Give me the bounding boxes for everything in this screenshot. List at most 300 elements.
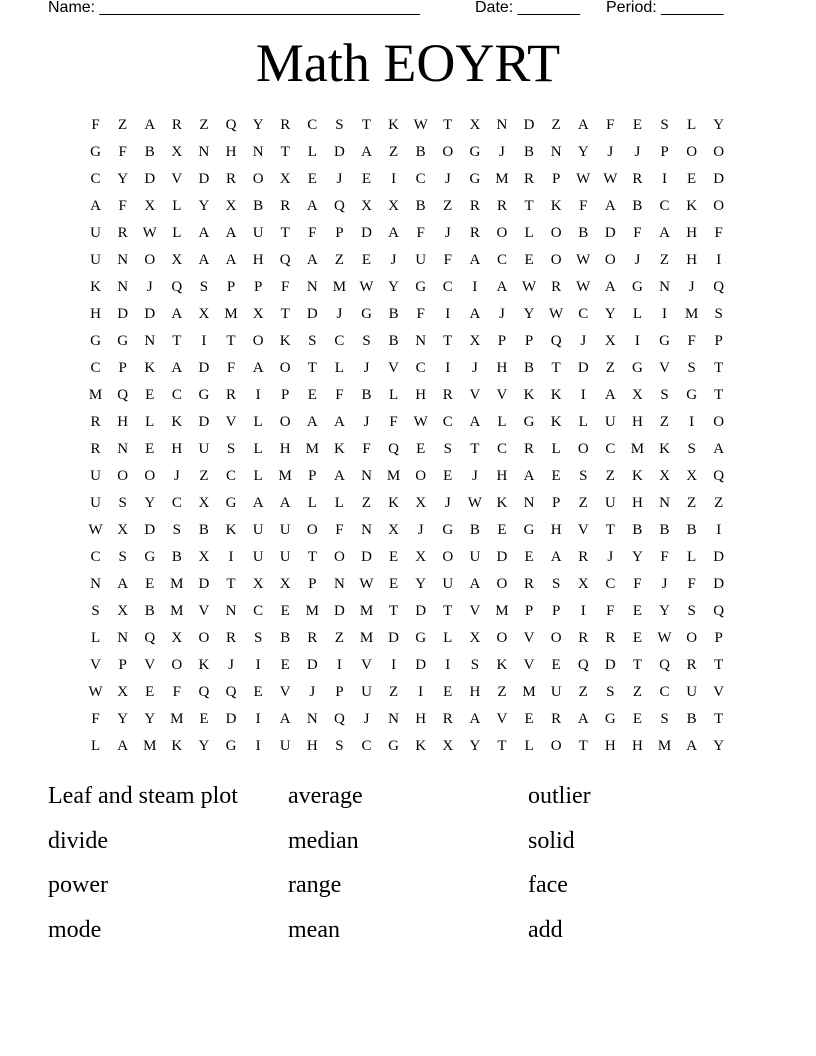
grid-letter[interactable]: C bbox=[415, 360, 426, 376]
grid-letter[interactable]: H bbox=[469, 684, 481, 700]
grid-letter[interactable]: F bbox=[687, 576, 696, 592]
grid-letter[interactable]: J bbox=[228, 657, 234, 673]
grid-letter[interactable]: K bbox=[632, 468, 643, 484]
grid-letter[interactable]: H bbox=[415, 387, 427, 403]
grid-letter[interactable]: K bbox=[225, 522, 237, 538]
grid-letter[interactable]: Y bbox=[198, 198, 210, 214]
grid-letter[interactable]: N bbox=[388, 711, 399, 727]
grid-letter[interactable]: L bbox=[172, 225, 182, 241]
grid-letter[interactable]: Z bbox=[659, 414, 670, 430]
grid-letter[interactable]: P bbox=[660, 144, 669, 160]
grid-letter[interactable]: E bbox=[632, 630, 642, 646]
grid-letter[interactable]: O bbox=[604, 252, 616, 268]
grid-letter[interactable]: K bbox=[686, 198, 698, 214]
grid-letter[interactable]: C bbox=[659, 684, 670, 700]
grid-letter[interactable]: J bbox=[146, 279, 153, 295]
grid-letter[interactable]: Y bbox=[144, 495, 156, 511]
grid-letter[interactable]: L bbox=[687, 549, 697, 565]
grid-letter[interactable]: O bbox=[686, 630, 698, 646]
grid-letter[interactable]: P bbox=[551, 495, 561, 511]
grid-letter[interactable]: J bbox=[444, 171, 451, 187]
grid-letter[interactable]: I bbox=[255, 387, 261, 403]
grid-letter[interactable]: D bbox=[415, 657, 427, 673]
grid-letter[interactable]: V bbox=[144, 657, 156, 673]
grid-letter[interactable]: X bbox=[144, 198, 156, 214]
grid-letter[interactable]: E bbox=[524, 711, 534, 727]
grid-letter[interactable]: R bbox=[469, 198, 480, 214]
grid-letter[interactable]: F bbox=[226, 360, 236, 376]
grid-letter[interactable]: I bbox=[391, 171, 397, 187]
grid-letter[interactable]: B bbox=[144, 144, 155, 160]
grid-letter[interactable]: I bbox=[580, 603, 586, 619]
grid-letter[interactable]: I bbox=[228, 549, 234, 565]
grid-letter[interactable]: X bbox=[252, 306, 264, 322]
grid-letter[interactable]: A bbox=[604, 387, 616, 403]
grid-letter[interactable]: A bbox=[469, 252, 481, 268]
grid-letter[interactable]: W bbox=[359, 279, 374, 295]
grid-letter[interactable]: R bbox=[469, 225, 480, 241]
grid-letter[interactable]: U bbox=[90, 225, 101, 241]
grid-letter[interactable]: T bbox=[280, 144, 290, 160]
grid-letter[interactable]: A bbox=[144, 117, 156, 133]
grid-letter[interactable]: A bbox=[577, 117, 589, 133]
grid-letter[interactable]: R bbox=[280, 198, 291, 214]
grid-letter[interactable]: U bbox=[604, 414, 616, 430]
grid-letter[interactable]: F bbox=[416, 306, 425, 322]
name-field[interactable] bbox=[48, 0, 420, 20]
grid-letter[interactable]: U bbox=[90, 468, 101, 484]
grid-letter[interactable]: E bbox=[443, 684, 453, 700]
grid-letter[interactable]: M bbox=[630, 441, 645, 457]
grid-letter[interactable]: C bbox=[90, 171, 101, 187]
grid-letter[interactable]: J bbox=[688, 279, 695, 295]
grid-letter[interactable]: K bbox=[171, 738, 183, 754]
grid-letter[interactable]: T bbox=[280, 306, 290, 322]
grid-letter[interactable]: D bbox=[523, 117, 535, 133]
grid-letter[interactable]: K bbox=[388, 117, 399, 133]
grid-letter[interactable]: Q bbox=[659, 657, 670, 673]
grid-letter[interactable]: D bbox=[198, 414, 210, 430]
grid-letter[interactable]: T bbox=[470, 441, 480, 457]
grid-letter[interactable]: A bbox=[252, 360, 264, 376]
grid-letter[interactable]: N bbox=[117, 630, 129, 646]
grid-letter[interactable]: M bbox=[305, 441, 319, 457]
grid-letter[interactable]: C bbox=[90, 549, 101, 565]
grid-letter[interactable]: P bbox=[524, 333, 534, 349]
grid-letter[interactable]: A bbox=[469, 306, 481, 322]
grid-letter[interactable]: Z bbox=[334, 252, 344, 268]
grid-letter[interactable]: Z bbox=[388, 144, 399, 160]
grid-letter[interactable]: F bbox=[335, 387, 344, 403]
name-blank-line[interactable]: ____________________________________ bbox=[99, 0, 420, 16]
grid-letter[interactable]: O bbox=[550, 630, 562, 646]
grid-letter[interactable]: Y bbox=[577, 144, 589, 160]
grid-letter[interactable]: G bbox=[442, 522, 454, 538]
grid-letter[interactable]: L bbox=[524, 225, 534, 241]
grid-letter[interactable]: F bbox=[281, 279, 290, 295]
grid-letter[interactable]: G bbox=[632, 279, 643, 295]
grid-letter[interactable]: X bbox=[632, 387, 643, 403]
grid-letter[interactable]: V bbox=[496, 711, 508, 727]
grid-letter[interactable]: O bbox=[550, 738, 562, 754]
grid-letter[interactable]: D bbox=[388, 630, 399, 646]
grid-letter[interactable]: W bbox=[142, 225, 157, 241]
grid-letter[interactable]: A bbox=[198, 225, 210, 241]
grid-letter[interactable]: L bbox=[307, 144, 317, 160]
grid-letter[interactable]: K bbox=[90, 279, 101, 295]
grid-letter[interactable]: I bbox=[580, 387, 586, 403]
grid-letter[interactable]: Z bbox=[199, 468, 209, 484]
grid-letter[interactable]: P bbox=[308, 576, 317, 592]
grid-letter[interactable]: O bbox=[144, 468, 156, 484]
grid-letter[interactable]: S bbox=[172, 522, 181, 538]
grid-letter[interactable]: K bbox=[388, 495, 399, 511]
grid-letter[interactable]: H bbox=[496, 468, 508, 484]
grid-letter[interactable]: Y bbox=[713, 117, 725, 133]
grid-letter[interactable]: N bbox=[659, 279, 670, 295]
grid-letter[interactable]: I bbox=[255, 711, 261, 727]
grid-letter[interactable]: E bbox=[307, 387, 317, 403]
grid-letter[interactable]: A bbox=[198, 252, 210, 268]
date-field[interactable] bbox=[475, 0, 580, 20]
grid-letter[interactable]: P bbox=[497, 333, 507, 349]
grid-letter[interactable]: W bbox=[576, 171, 591, 187]
grid-letter[interactable]: S bbox=[308, 333, 317, 349]
grid-letter[interactable]: O bbox=[713, 198, 725, 214]
grid-letter[interactable]: D bbox=[117, 306, 129, 322]
grid-letter[interactable]: U bbox=[198, 441, 210, 457]
grid-letter[interactable]: G bbox=[469, 171, 481, 187]
grid-letter[interactable]: C bbox=[442, 414, 453, 430]
grid-letter[interactable]: A bbox=[577, 711, 589, 727]
grid-letter[interactable]: W bbox=[467, 495, 482, 511]
grid-letter[interactable]: U bbox=[90, 495, 101, 511]
grid-letter[interactable]: C bbox=[307, 117, 318, 133]
grid-letter[interactable]: G bbox=[198, 387, 210, 403]
grid-letter[interactable]: A bbox=[279, 711, 291, 727]
grid-letter[interactable]: S bbox=[253, 630, 263, 646]
grid-letter[interactable]: X bbox=[252, 576, 264, 592]
grid-letter[interactable]: P bbox=[281, 387, 290, 403]
grid-letter[interactable]: I bbox=[391, 657, 397, 673]
grid-letter[interactable]: I bbox=[445, 657, 451, 673]
grid-letter[interactable]: O bbox=[117, 468, 129, 484]
grid-letter[interactable]: M bbox=[332, 279, 347, 295]
grid-letter[interactable]: O bbox=[496, 630, 508, 646]
grid-letter[interactable]: B bbox=[632, 198, 643, 214]
grid-letter[interactable]: A bbox=[659, 225, 670, 241]
grid-letter[interactable]: O bbox=[279, 360, 291, 376]
grid-letter[interactable]: E bbox=[145, 441, 155, 457]
grid-letter[interactable]: T bbox=[307, 360, 317, 376]
grid-letter[interactable]: D bbox=[713, 171, 725, 187]
grid-letter[interactable]: S bbox=[660, 117, 669, 133]
grid-letter[interactable]: A bbox=[225, 252, 237, 268]
grid-letter[interactable]: T bbox=[280, 225, 290, 241]
grid-letter[interactable]: B bbox=[388, 306, 399, 322]
grid-letter[interactable]: P bbox=[118, 360, 127, 376]
grid-letter[interactable]: A bbox=[333, 468, 345, 484]
grid-letter[interactable]: X bbox=[415, 495, 427, 511]
grid-letter[interactable]: P bbox=[551, 171, 561, 187]
word-search-grid[interactable] bbox=[82, 112, 733, 760]
grid-letter[interactable]: R bbox=[524, 171, 535, 187]
grid-letter[interactable]: E bbox=[388, 549, 399, 565]
grid-letter[interactable]: V bbox=[388, 360, 399, 376]
grid-letter[interactable]: F bbox=[443, 252, 452, 268]
grid-letter[interactable]: Q bbox=[225, 117, 237, 133]
grid-letter[interactable]: S bbox=[714, 306, 723, 322]
grid-letter[interactable]: Y bbox=[252, 117, 264, 133]
grid-letter[interactable]: K bbox=[523, 387, 535, 403]
grid-letter[interactable]: K bbox=[550, 414, 562, 430]
grid-letter[interactable]: N bbox=[90, 576, 101, 592]
grid-letter[interactable]: X bbox=[577, 576, 589, 592]
grid-letter[interactable]: Y bbox=[117, 171, 129, 187]
grid-letter[interactable]: Y bbox=[117, 711, 129, 727]
grid-letter[interactable]: E bbox=[497, 522, 507, 538]
grid-letter[interactable]: V bbox=[496, 387, 508, 403]
grid-letter[interactable]: V bbox=[90, 657, 101, 673]
grid-letter[interactable]: U bbox=[252, 549, 264, 565]
grid-letter[interactable]: I bbox=[418, 684, 424, 700]
grid-letter[interactable]: C bbox=[334, 333, 345, 349]
grid-letter[interactable]: F bbox=[660, 549, 669, 565]
grid-letter[interactable]: F bbox=[118, 198, 127, 214]
grid-letter[interactable]: H bbox=[225, 144, 237, 160]
grid-letter[interactable]: A bbox=[361, 144, 372, 160]
grid-letter[interactable]: A bbox=[306, 414, 318, 430]
grid-letter[interactable]: Z bbox=[687, 495, 697, 511]
grid-letter[interactable]: U bbox=[550, 684, 562, 700]
grid-letter[interactable]: K bbox=[550, 387, 562, 403]
grid-letter[interactable]: W bbox=[88, 522, 103, 538]
grid-letter[interactable]: Z bbox=[578, 684, 588, 700]
grid-letter[interactable]: M bbox=[495, 171, 509, 187]
grid-letter[interactable]: C bbox=[578, 306, 589, 322]
grid-letter[interactable]: Q bbox=[713, 279, 725, 295]
grid-letter[interactable]: O bbox=[442, 549, 454, 565]
grid-letter[interactable]: E bbox=[253, 684, 263, 700]
grid-letter[interactable]: E bbox=[145, 684, 155, 700]
grid-letter[interactable]: B bbox=[171, 549, 182, 565]
grid-letter[interactable]: S bbox=[362, 333, 371, 349]
grid-letter[interactable]: Y bbox=[415, 576, 427, 592]
grid-letter[interactable]: F bbox=[172, 684, 181, 700]
grid-letter[interactable]: S bbox=[606, 684, 615, 700]
grid-letter[interactable]: D bbox=[144, 306, 156, 322]
grid-letter[interactable]: E bbox=[632, 711, 642, 727]
grid-letter[interactable]: Q bbox=[550, 333, 562, 349]
grid-letter[interactable]: N bbox=[225, 603, 237, 619]
grid-letter[interactable]: R bbox=[524, 576, 535, 592]
grid-letter[interactable]: C bbox=[659, 198, 670, 214]
grid-letter[interactable]: A bbox=[279, 495, 291, 511]
grid-letter[interactable]: J bbox=[499, 144, 505, 160]
grid-letter[interactable]: N bbox=[361, 522, 372, 538]
grid-letter[interactable]: K bbox=[144, 360, 156, 376]
grid-letter[interactable]: L bbox=[334, 360, 344, 376]
grid-letter[interactable]: R bbox=[226, 171, 237, 187]
grid-letter[interactable]: B bbox=[388, 333, 399, 349]
grid-letter[interactable]: Q bbox=[713, 603, 725, 619]
grid-letter[interactable]: P bbox=[714, 630, 723, 646]
grid-letter[interactable]: M bbox=[224, 306, 238, 322]
grid-letter[interactable]: Z bbox=[578, 495, 588, 511]
grid-letter[interactable]: M bbox=[170, 603, 184, 619]
period-field[interactable] bbox=[606, 0, 723, 20]
grid-letter[interactable]: O bbox=[252, 171, 264, 187]
grid-letter[interactable]: X bbox=[279, 171, 291, 187]
grid-letter[interactable]: J bbox=[173, 468, 180, 484]
grid-letter[interactable]: B bbox=[415, 198, 426, 214]
grid-letter[interactable]: T bbox=[632, 657, 642, 673]
grid-letter[interactable]: K bbox=[496, 657, 508, 673]
grid-letter[interactable]: D bbox=[333, 144, 345, 160]
grid-letter[interactable]: Q bbox=[279, 252, 291, 268]
grid-letter[interactable]: H bbox=[550, 522, 562, 538]
grid-letter[interactable]: A bbox=[171, 306, 183, 322]
grid-letter[interactable]: J bbox=[363, 360, 370, 376]
grid-letter[interactable]: N bbox=[496, 117, 508, 133]
grid-letter[interactable]: S bbox=[687, 360, 696, 376]
grid-letter[interactable]: B bbox=[280, 630, 291, 646]
grid-letter[interactable]: B bbox=[686, 711, 697, 727]
grid-letter[interactable]: O bbox=[442, 144, 454, 160]
grid-letter[interactable]: V bbox=[361, 657, 372, 673]
grid-letter[interactable]: S bbox=[91, 603, 100, 619]
grid-letter[interactable]: Q bbox=[198, 684, 210, 700]
grid-letter[interactable]: A bbox=[225, 225, 237, 241]
grid-letter[interactable]: J bbox=[390, 252, 397, 268]
grid-letter[interactable]: I bbox=[255, 657, 261, 673]
grid-letter[interactable]: S bbox=[660, 711, 669, 727]
grid-letter[interactable]: Q bbox=[577, 657, 589, 673]
grid-letter[interactable]: D bbox=[577, 360, 589, 376]
grid-letter[interactable]: H bbox=[686, 225, 698, 241]
grid-letter[interactable]: F bbox=[335, 522, 344, 538]
grid-letter[interactable]: F bbox=[91, 117, 100, 133]
grid-letter[interactable]: F bbox=[308, 225, 317, 241]
grid-letter[interactable]: U bbox=[415, 252, 427, 268]
grid-letter[interactable]: V bbox=[469, 387, 481, 403]
grid-letter[interactable]: N bbox=[659, 495, 670, 511]
grid-letter[interactable]: D bbox=[198, 360, 210, 376]
grid-letter[interactable]: A bbox=[252, 495, 264, 511]
grid-letter[interactable]: F bbox=[389, 414, 398, 430]
grid-letter[interactable]: V bbox=[523, 657, 535, 673]
grid-letter[interactable]: A bbox=[388, 225, 399, 241]
grid-letter[interactable]: E bbox=[551, 468, 561, 484]
grid-letter[interactable]: J bbox=[634, 252, 641, 268]
grid-letter[interactable]: R bbox=[307, 630, 318, 646]
grid-letter[interactable]: J bbox=[661, 576, 668, 592]
grid-letter[interactable]: W bbox=[413, 414, 428, 430]
grid-letter[interactable]: N bbox=[117, 441, 129, 457]
grid-letter[interactable]: W bbox=[603, 171, 618, 187]
grid-letter[interactable]: T bbox=[714, 360, 724, 376]
grid-letter[interactable]: M bbox=[170, 576, 184, 592]
grid-letter[interactable]: V bbox=[198, 603, 210, 619]
grid-letter[interactable]: K bbox=[333, 441, 345, 457]
grid-letter[interactable]: Q bbox=[713, 468, 725, 484]
grid-letter[interactable]: B bbox=[632, 522, 643, 538]
grid-letter[interactable]: U bbox=[686, 684, 698, 700]
grid-letter[interactable]: Z bbox=[388, 684, 399, 700]
grid-letter[interactable]: O bbox=[550, 225, 562, 241]
grid-letter[interactable]: R bbox=[686, 657, 697, 673]
grid-letter[interactable]: D bbox=[198, 576, 210, 592]
grid-letter[interactable]: J bbox=[336, 171, 343, 187]
grid-letter[interactable]: N bbox=[333, 576, 345, 592]
grid-letter[interactable]: T bbox=[497, 738, 507, 754]
grid-letter[interactable]: L bbox=[632, 306, 642, 322]
grid-letter[interactable]: F bbox=[362, 441, 371, 457]
grid-letter[interactable]: W bbox=[576, 279, 591, 295]
grid-letter[interactable]: U bbox=[252, 225, 264, 241]
grid-letter[interactable]: T bbox=[443, 117, 453, 133]
grid-letter[interactable]: N bbox=[306, 711, 318, 727]
grid-letter[interactable]: X bbox=[361, 198, 372, 214]
grid-letter[interactable]: L bbox=[687, 117, 697, 133]
grid-letter[interactable]: O bbox=[496, 576, 508, 592]
grid-letter[interactable]: W bbox=[549, 306, 564, 322]
grid-letter[interactable]: N bbox=[550, 144, 562, 160]
grid-letter[interactable]: S bbox=[335, 117, 344, 133]
grid-letter[interactable]: U bbox=[442, 576, 454, 592]
grid-letter[interactable]: G bbox=[415, 279, 427, 295]
grid-letter[interactable]: C bbox=[253, 603, 264, 619]
grid-letter[interactable]: P bbox=[253, 279, 263, 295]
grid-letter[interactable]: A bbox=[496, 279, 508, 295]
grid-letter[interactable]: H bbox=[117, 414, 129, 430]
grid-letter[interactable]: H bbox=[632, 414, 643, 430]
grid-letter[interactable]: B bbox=[524, 144, 535, 160]
grid-letter[interactable]: S bbox=[660, 387, 669, 403]
grid-letter[interactable]: L bbox=[253, 468, 263, 484]
grid-letter[interactable]: F bbox=[633, 225, 642, 241]
grid-letter[interactable]: Y bbox=[659, 603, 670, 619]
grid-letter[interactable]: B bbox=[144, 603, 155, 619]
grid-letter[interactable]: G bbox=[604, 711, 616, 727]
grid-letter[interactable]: D bbox=[144, 522, 156, 538]
grid-letter[interactable]: E bbox=[524, 252, 534, 268]
grid-letter[interactable]: M bbox=[88, 387, 103, 403]
grid-letter[interactable]: C bbox=[171, 495, 182, 511]
grid-letter[interactable]: C bbox=[605, 576, 616, 592]
grid-letter[interactable]: V bbox=[713, 684, 725, 700]
grid-letter[interactable]: O bbox=[144, 252, 156, 268]
grid-letter[interactable]: B bbox=[469, 522, 480, 538]
grid-letter[interactable]: X bbox=[117, 522, 129, 538]
grid-letter[interactable]: A bbox=[604, 198, 616, 214]
grid-letter[interactable]: H bbox=[415, 711, 427, 727]
grid-letter[interactable]: I bbox=[689, 414, 695, 430]
grid-letter[interactable]: M bbox=[657, 738, 672, 754]
grid-letter[interactable]: D bbox=[361, 225, 372, 241]
grid-letter[interactable]: I bbox=[716, 522, 722, 538]
grid-letter[interactable]: M bbox=[143, 738, 157, 754]
grid-letter[interactable]: X bbox=[117, 603, 129, 619]
grid-letter[interactable]: Y bbox=[523, 306, 535, 322]
grid-letter[interactable]: E bbox=[145, 576, 155, 592]
grid-letter[interactable]: M bbox=[170, 711, 184, 727]
grid-letter[interactable]: G bbox=[686, 387, 698, 403]
grid-letter[interactable]: V bbox=[469, 603, 481, 619]
grid-letter[interactable]: V bbox=[225, 414, 237, 430]
grid-letter[interactable]: W bbox=[359, 576, 374, 592]
grid-letter[interactable]: M bbox=[359, 630, 374, 646]
